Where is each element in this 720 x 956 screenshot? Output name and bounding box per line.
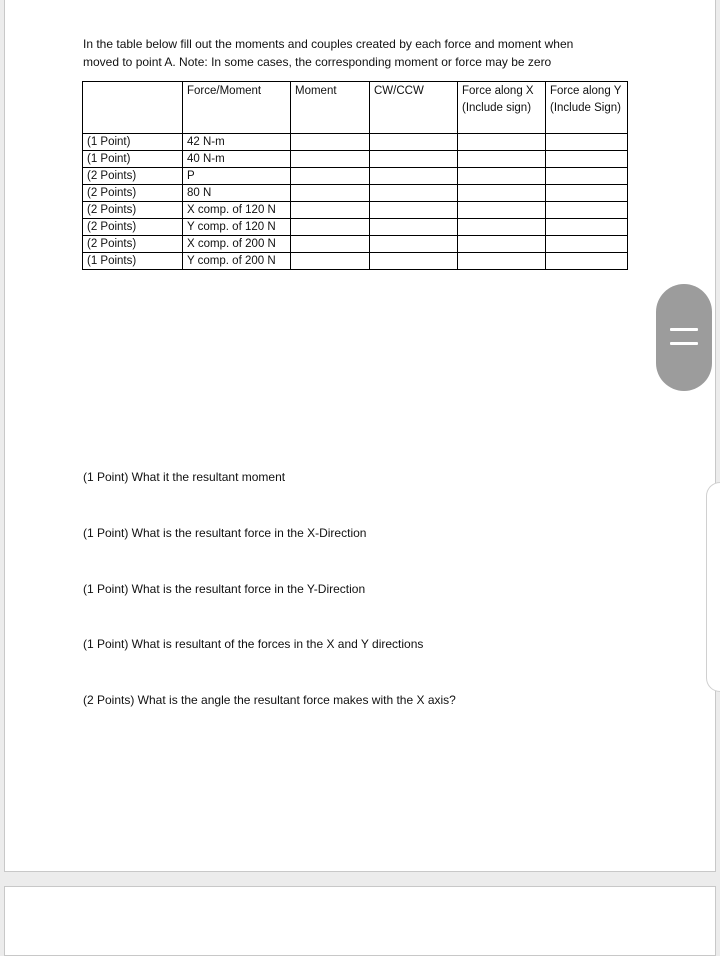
instructions-line-2: moved to point A. Note: In some cases, the corresponding moment or force may be zero [83, 55, 552, 69]
moment-cell[interactable] [291, 219, 370, 236]
instructions-line-1: In the table below fill out the moments and couples created by each force and moment when [83, 37, 574, 51]
force-y-cell[interactable] [546, 185, 628, 202]
row-force-moment: 42 N-m [183, 134, 291, 151]
force-x-cell[interactable] [458, 185, 546, 202]
row-points: (2 Points) [83, 236, 183, 253]
cw-ccw-cell[interactable] [370, 219, 458, 236]
table-body [83, 134, 628, 270]
header-force-x: Force along X (Include sign) [458, 82, 546, 134]
table-row [83, 253, 628, 270]
table-row [83, 185, 628, 202]
force-y-cell[interactable] [546, 236, 628, 253]
moment-cell[interactable] [291, 134, 370, 151]
table-row [83, 168, 628, 185]
cw-ccw-cell[interactable] [370, 185, 458, 202]
row-points: (1 Point) [83, 134, 183, 151]
row-points: (2 Points) [83, 202, 183, 219]
header-force-y: Force along Y (Include Sign) [546, 82, 628, 134]
header-cw-ccw: CW/CCW [370, 82, 458, 134]
instructions [83, 35, 643, 71]
next-document-page [4, 886, 716, 956]
row-points: (2 Points) [83, 185, 183, 202]
table-row [83, 219, 628, 236]
row-points: (1 Point) [83, 151, 183, 168]
row-force-moment: 40 N-m [183, 151, 291, 168]
table-row [83, 236, 628, 253]
row-force-moment: 80 N [183, 185, 291, 202]
row-force-moment: X comp. of 200 N [183, 236, 291, 253]
question-resultant-xy: (1 Point) What is resultant of the forces in the X and Y directions [83, 637, 424, 651]
header-moment: Moment [291, 82, 370, 134]
force-x-cell[interactable] [458, 253, 546, 270]
moment-cell[interactable] [291, 151, 370, 168]
force-x-cell[interactable] [458, 202, 546, 219]
row-points: (2 Points) [83, 168, 183, 185]
force-x-cell[interactable] [458, 236, 546, 253]
force-y-cell[interactable] [546, 219, 628, 236]
moment-cell[interactable] [291, 202, 370, 219]
moment-cell[interactable] [291, 168, 370, 185]
cw-ccw-cell[interactable] [370, 151, 458, 168]
force-x-cell[interactable] [458, 219, 546, 236]
question-resultant-moment: (1 Point) What it the resultant moment [83, 470, 286, 484]
header-points [83, 82, 183, 134]
question-resultant-force-y: (1 Point) What is the resultant force in the Y-Direction [83, 582, 366, 596]
cw-ccw-cell[interactable] [370, 236, 458, 253]
side-panel-handle[interactable] [656, 284, 712, 391]
header-force-moment: Force/Moment [183, 82, 291, 134]
moment-cell[interactable] [291, 253, 370, 270]
moment-cell[interactable] [291, 236, 370, 253]
moment-cell[interactable] [291, 185, 370, 202]
force-y-cell[interactable] [546, 168, 628, 185]
force-x-cell[interactable] [458, 168, 546, 185]
force-x-cell[interactable] [458, 134, 546, 151]
row-force-moment: Y comp. of 200 N [183, 253, 291, 270]
row-force-moment: Y comp. of 120 N [183, 219, 291, 236]
row-points: (1 Points) [83, 253, 183, 270]
force-x-cell[interactable] [458, 151, 546, 168]
cw-ccw-cell[interactable] [370, 134, 458, 151]
force-y-cell[interactable] [546, 253, 628, 270]
table-row [83, 134, 628, 151]
moments-table [82, 81, 628, 270]
cw-ccw-cell[interactable] [370, 168, 458, 185]
table-row [83, 202, 628, 219]
question-resultant-angle: (2 Points) What is the angle the resultant force makes with the X axis? [83, 693, 456, 707]
force-y-cell[interactable] [546, 202, 628, 219]
question-resultant-force-x: (1 Point) What is the resultant force in the X-Direction [83, 526, 367, 540]
row-force-moment: P [183, 168, 291, 185]
force-y-cell[interactable] [546, 134, 628, 151]
cw-ccw-cell[interactable] [370, 202, 458, 219]
force-y-cell[interactable] [546, 151, 628, 168]
table-header-row [83, 82, 628, 134]
row-force-moment: X comp. of 120 N [183, 202, 291, 219]
row-points: (2 Points) [83, 219, 183, 236]
table-row [83, 151, 628, 168]
cw-ccw-cell[interactable] [370, 253, 458, 270]
edge-panel-tab[interactable] [706, 482, 720, 692]
